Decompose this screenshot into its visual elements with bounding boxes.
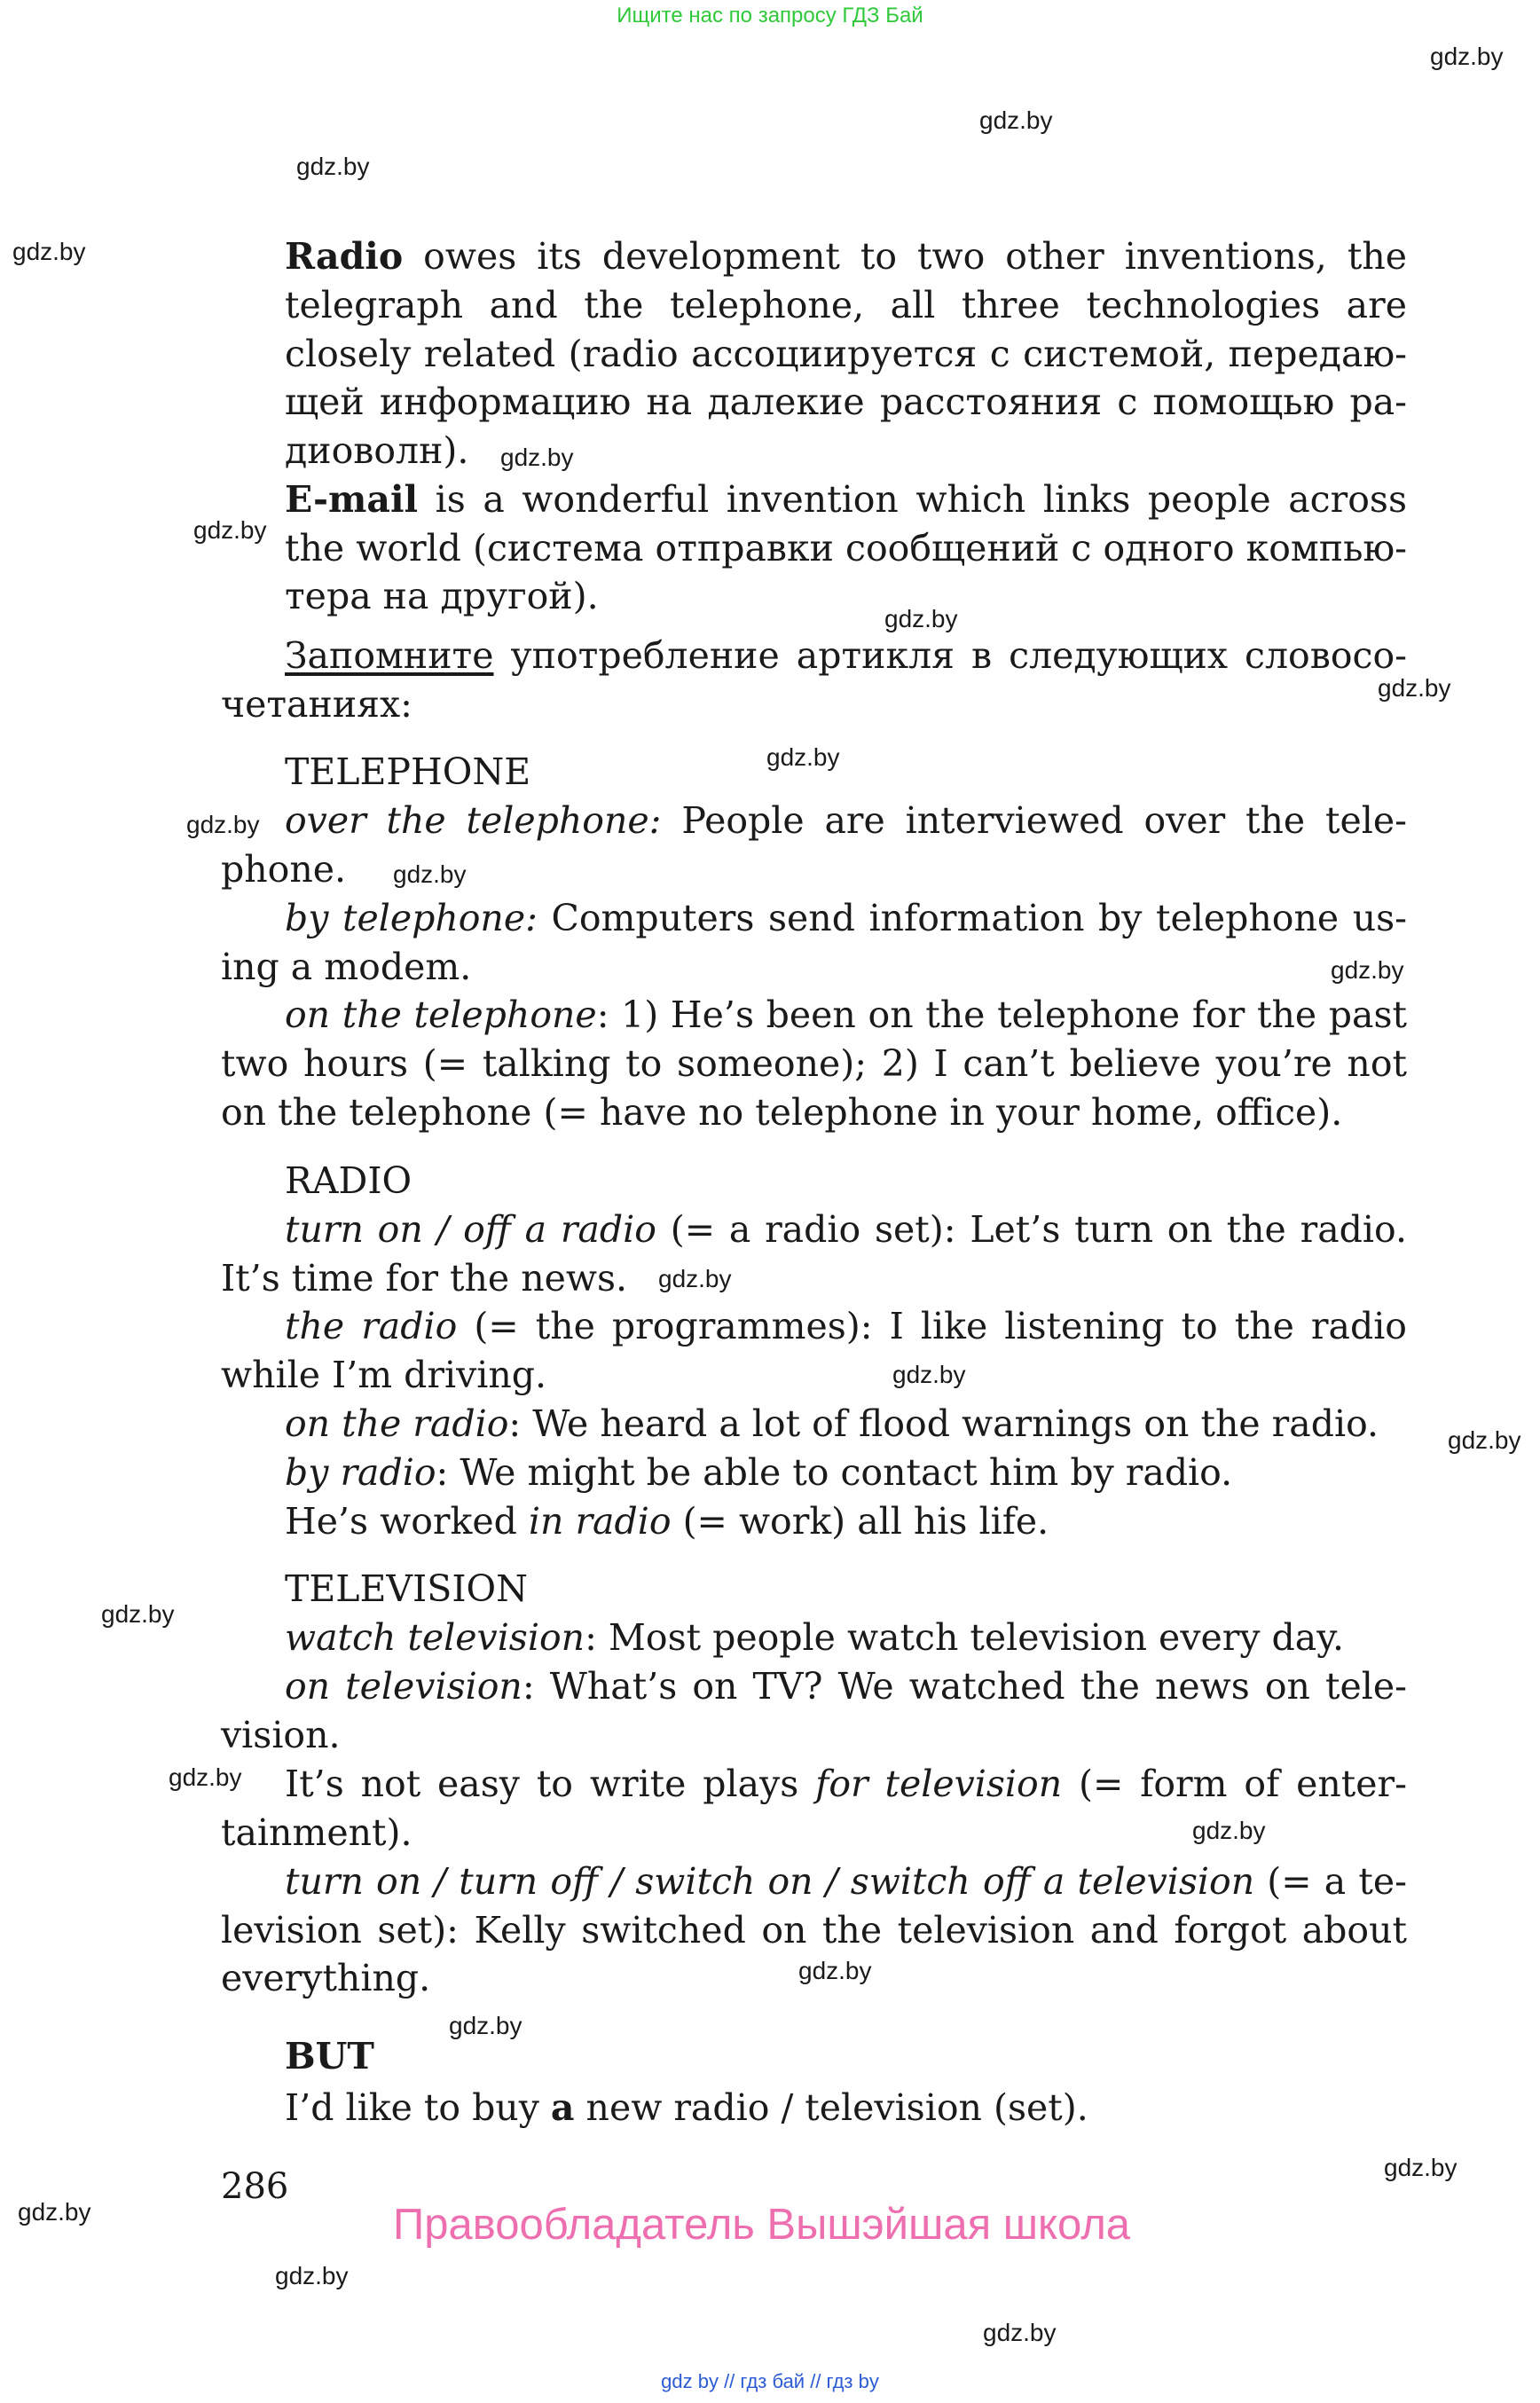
watermark: gdz.by: [766, 743, 840, 771]
watermark: gdz.by: [169, 1763, 242, 1791]
text-line: [285, 1205, 1407, 1254]
watermark: gdz.by: [1430, 43, 1504, 70]
article-a: a: [550, 2086, 575, 2129]
text-line: [285, 1760, 1407, 1809]
text-line: telegraph and the telephone, all three technologies are: [285, 284, 1407, 326]
text-line: [285, 232, 1407, 281]
text-line: [285, 1400, 1379, 1449]
example-text: : We heard a lot of flood warnings on the radio.: [508, 1402, 1379, 1445]
term-email: E-mail: [285, 478, 419, 521]
text-line: [285, 797, 1407, 845]
watermark: gdz.by: [193, 516, 267, 544]
text-line: everything.: [221, 1957, 431, 1999]
watermark: gdz.by: [983, 2319, 1057, 2346]
text-line: [285, 475, 1407, 524]
example-text: It’s not easy to write plays: [285, 1763, 816, 1805]
text-line: [285, 632, 1407, 680]
watermark: gdz.by: [296, 153, 370, 180]
section-heading-television: TELEVISION: [285, 1567, 529, 1610]
phrase: watch television: [285, 1616, 585, 1659]
example-text: new radio / television (set).: [574, 2086, 1088, 2129]
example-text: People are interviewed over the tele-: [661, 799, 1407, 842]
section-heading-but: BUT: [285, 2035, 374, 2077]
example-text: : Most people watch television every day.: [585, 1616, 1344, 1659]
watermark: gdz.by: [884, 605, 958, 632]
remember-word: Запомните: [285, 634, 494, 677]
bottom-banner[interactable]: gdz by // гдз бай // гдз by: [661, 2370, 879, 2392]
text-line: vision.: [221, 1714, 341, 1756]
text-line: ing a modem.: [221, 946, 472, 988]
text-line: [285, 991, 1407, 1040]
text-line: четаниях:: [221, 683, 412, 726]
copyright-notice: Правообладатель Вышэйшая школа: [393, 2201, 1131, 2249]
watermark: gdz.by: [1378, 674, 1451, 702]
watermark: gdz.by: [186, 811, 260, 838]
watermark: gdz.by: [500, 444, 574, 471]
term-radio: Radio: [285, 235, 404, 278]
text-line: [285, 1662, 1407, 1711]
example-text: : What’s on TV? We watched the news on tele-: [522, 1665, 1407, 1708]
text-line: [285, 894, 1407, 943]
phrase: on the telephone: [285, 993, 597, 1036]
example-text: He’s worked: [285, 1500, 529, 1543]
watermark: gdz.by: [12, 238, 86, 265]
example-text: (= a radio set): Let’s turn on the radio.: [656, 1208, 1407, 1251]
watermark: gdz.by: [393, 860, 467, 888]
text-line: It’s time for the news.: [221, 1257, 628, 1300]
example-text: (= a te-: [1254, 1860, 1408, 1903]
text-line: [285, 1614, 1344, 1662]
watermark: gdz.by: [892, 1361, 966, 1388]
text-line: phone.: [221, 848, 347, 891]
text-line: диоволн).: [285, 429, 469, 472]
text-line: levision set): Kelly switched on the television and forgot about: [221, 1909, 1407, 1951]
definition-text: owes its development to two other inventions, the: [403, 235, 1407, 278]
example-text: (= the programmes): I like listening to the radio: [457, 1305, 1407, 1347]
phrase: the radio: [285, 1305, 458, 1347]
watermark: gdz.by: [658, 1265, 732, 1292]
instruction-text: употребление артикля в следующих словосо-: [493, 634, 1407, 677]
text-line: tainment).: [221, 1811, 412, 1854]
text-line: [285, 1857, 1407, 1906]
page-number: 286: [221, 2166, 289, 2207]
example-text: (= work) all his life.: [671, 1500, 1049, 1543]
text-line: closely related (radio ассоциируется с системой, передаю-: [285, 333, 1407, 375]
text-line: on the telephone (= have no telephone in your home, office).: [221, 1091, 1343, 1134]
watermark: gdz.by: [979, 106, 1053, 134]
text-line: тера на другой).: [285, 575, 599, 617]
text-line: while I’m driving.: [221, 1354, 547, 1396]
phrase: turn on / off a radio: [285, 1208, 656, 1251]
phrase: in radio: [528, 1500, 672, 1543]
definition-text: is a wonderful invention which links people across: [418, 478, 1407, 521]
watermark: gdz.by: [18, 2198, 91, 2226]
phrase: by radio: [285, 1451, 436, 1494]
section-heading-telephone: TELEPHONE: [285, 750, 531, 793]
watermark: gdz.by: [1384, 2154, 1458, 2181]
phrase: over the telephone:: [285, 799, 662, 842]
watermark: gdz.by: [449, 2012, 522, 2039]
watermark: gdz.by: [1331, 956, 1404, 984]
example-text: Computers send information by telephone us-: [537, 897, 1407, 939]
text-line: the world (система отправки сообщений с одного компью-: [285, 527, 1407, 569]
text-line: [285, 1302, 1407, 1351]
example-text: (= form of enter-: [1062, 1763, 1407, 1805]
phrase: on television: [285, 1665, 522, 1708]
watermark: gdz.by: [1192, 1817, 1266, 1844]
watermark: gdz.by: [1448, 1426, 1521, 1454]
text-line: щей информацию на далекие расстояния с помощью ра-: [285, 381, 1407, 423]
text-line: [285, 2084, 1088, 2132]
top-banner[interactable]: Ищите нас по запросу ГДЗ Бай: [617, 4, 923, 27]
watermark: gdz.by: [275, 2262, 349, 2289]
watermark: gdz.by: [798, 1957, 872, 1984]
watermark: gdz.by: [101, 1600, 175, 1628]
phrase: by telephone:: [285, 897, 538, 939]
example-text: : 1) He’s been on the telephone for the past: [596, 993, 1407, 1036]
phrase: on the radio: [285, 1402, 509, 1445]
text-line: two hours (= talking to someone); 2) I can’t believe you’re not: [221, 1042, 1407, 1085]
section-heading-radio: RADIO: [285, 1159, 412, 1202]
phrase: turn on / turn off / switch on / switch off a television: [285, 1860, 1255, 1903]
text-line: [285, 1497, 1049, 1546]
example-text: : We might be able to contact him by radio.: [436, 1451, 1233, 1494]
example-text: I’d like to buy: [285, 2086, 551, 2129]
text-line: [285, 1449, 1232, 1497]
phrase: for television: [815, 1763, 1063, 1805]
